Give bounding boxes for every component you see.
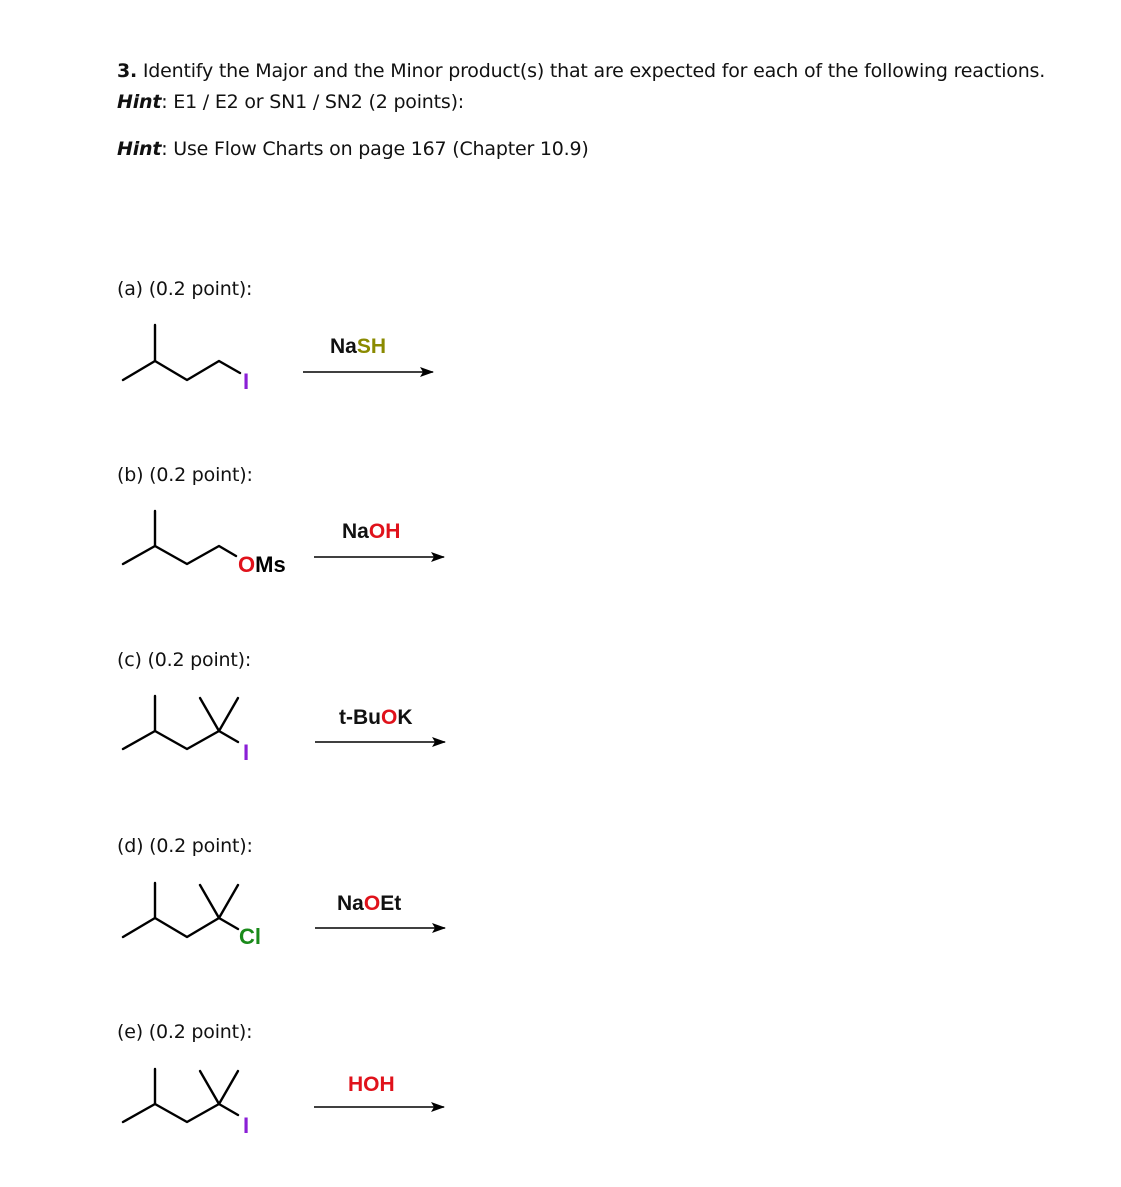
reagent-b-anion: OH [368, 520, 401, 543]
molecule-e [123, 1069, 238, 1122]
part-a-label: (a) (0.2 point): [117, 278, 253, 300]
molecule-a [123, 325, 240, 380]
iodine-atom-c: I [243, 740, 250, 765]
reagent-e: HOH [348, 1073, 395, 1096]
reagent-b-cation: Na [342, 520, 369, 543]
question-number: 3. [117, 60, 138, 82]
molecule-d [123, 883, 238, 937]
question-text: Identify the Major and the Minor product(s) that are expected for each of the following reactions. [137, 60, 1046, 82]
reagent-c-oxygen: O [380, 706, 398, 729]
reagent-c-alkyl: t-Bu [339, 706, 381, 729]
reagent-d-cation: Na [337, 892, 364, 915]
hint-text-2: : Use Flow Charts on page 167 (Chapter 10.9) [161, 138, 589, 160]
mesylate-label: O [238, 552, 256, 577]
part-e-label: (e) (0.2 point): [117, 1021, 253, 1043]
chlorine-atom-d: Cl [239, 924, 261, 949]
reagent-a-cation: Na [330, 335, 357, 358]
molecule-b [123, 511, 236, 564]
reagent-d-oxygen: O [363, 892, 381, 915]
reagent-d-alkyl: Et [380, 892, 402, 915]
reagent-c-cation: K [397, 706, 413, 729]
iodine-atom-a: I [243, 369, 250, 394]
hint-text-1: : E1 / E2 or SN1 / SN2 (2 points): [161, 91, 465, 113]
iodine-atom-e: I [243, 1113, 250, 1138]
molecule-c [123, 696, 238, 749]
part-c-label: (c) (0.2 point): [117, 649, 252, 671]
part-b-label: (b) (0.2 point): [117, 464, 253, 486]
reagent-a-anion: SH [356, 335, 387, 358]
part-d-label: (d) (0.2 point): [117, 835, 253, 857]
hint-label: Hint [117, 138, 162, 160]
mesylate-group-b [238, 552, 286, 577]
mesylate-ms: Ms [255, 552, 286, 577]
hint-label: Hint [117, 91, 162, 113]
